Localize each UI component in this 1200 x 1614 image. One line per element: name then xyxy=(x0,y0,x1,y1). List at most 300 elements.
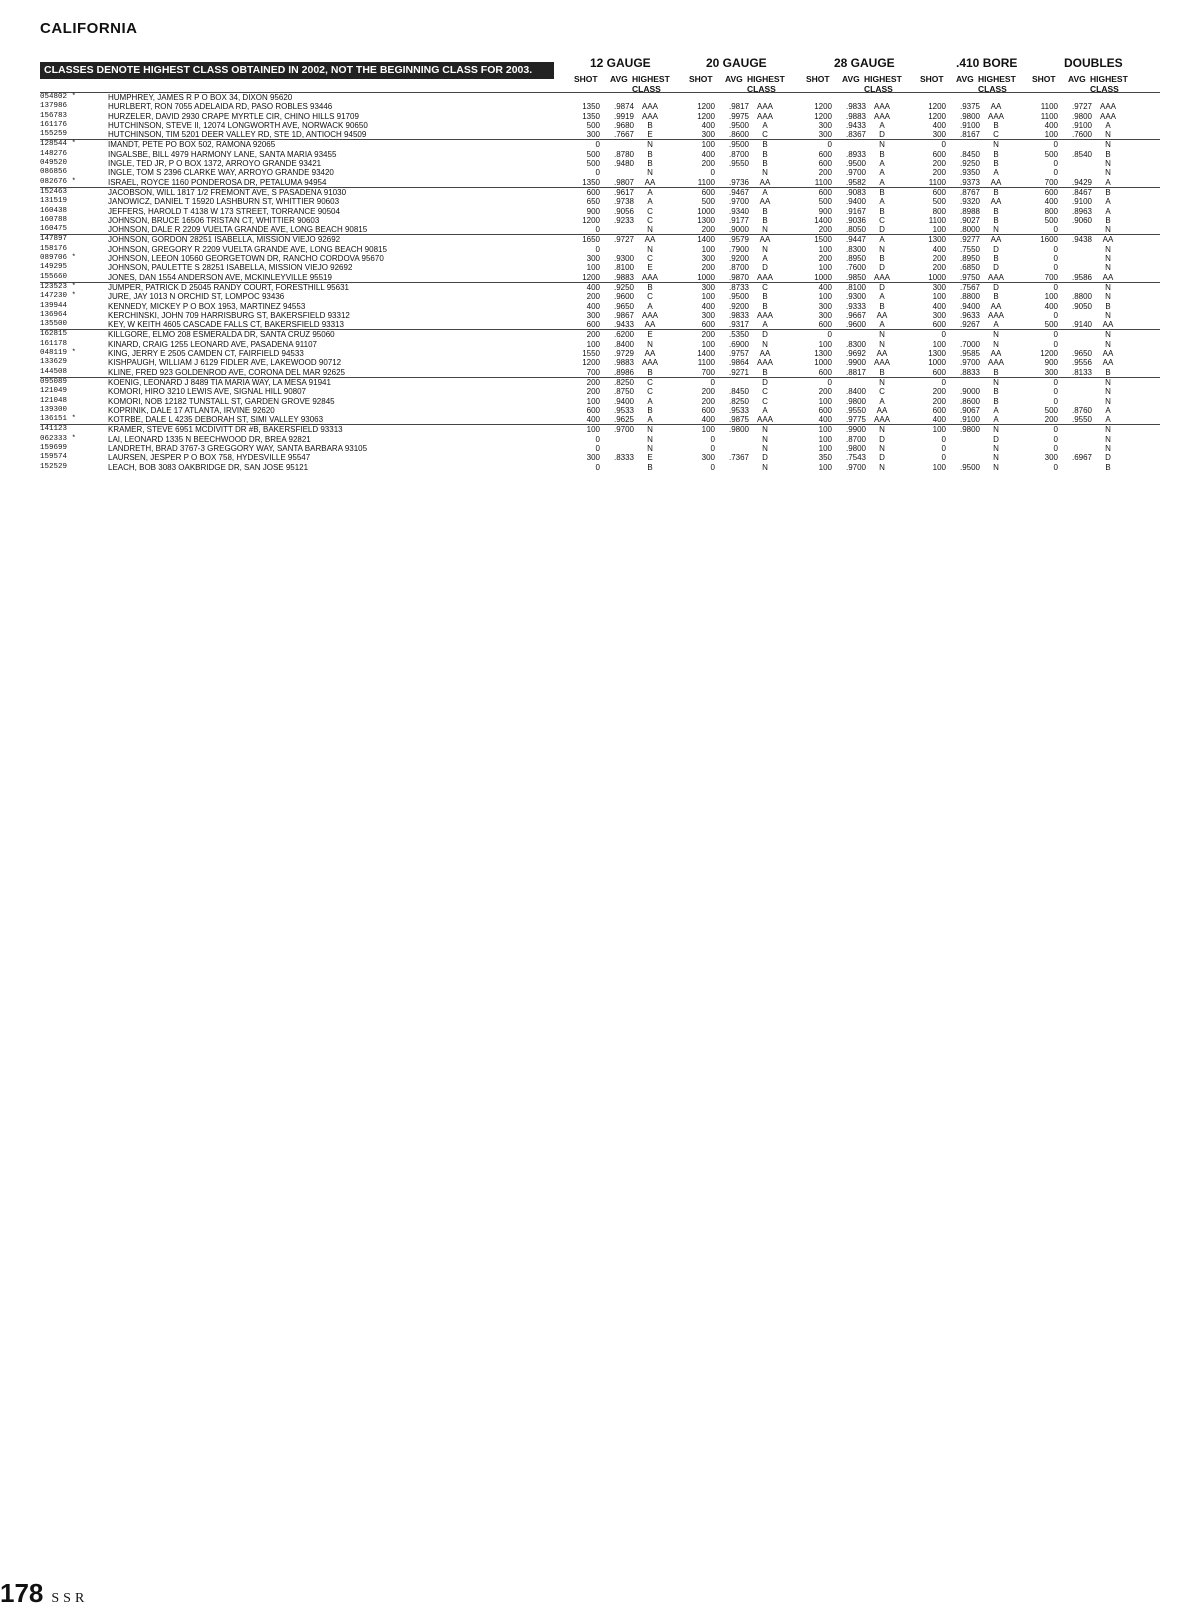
shot-12ga: 700 xyxy=(586,367,600,377)
member-name-address: JACOBSON, WILL 1817 1/2 FREMONT AVE, S PASADENA 91030 xyxy=(108,187,347,197)
shot-doubles: 0 xyxy=(1053,387,1058,397)
shooter-row xyxy=(40,140,1160,149)
avg-28ga: .9850 xyxy=(845,272,866,282)
member-id: 086856 xyxy=(40,168,68,177)
avg-20ga: .9579 xyxy=(728,235,749,245)
shot-doubles: 0 xyxy=(1053,263,1058,273)
avg-20ga: .8450 xyxy=(728,387,749,397)
class-20ga: B xyxy=(762,367,768,377)
member-id: 137986 xyxy=(40,102,68,111)
member-name-address: KERCHINSKI, JOHN 709 HARRISBURG ST, BAKERSFIELD 93312 xyxy=(108,310,350,320)
avg-28ga: .9900 xyxy=(845,425,866,435)
shot-20ga: 1200 xyxy=(697,102,715,112)
class-12ga: A xyxy=(647,197,653,207)
class-28ga: A xyxy=(879,396,885,406)
shot-doubles: 0 xyxy=(1053,225,1058,235)
shooter-row xyxy=(40,263,1160,272)
shot-12ga: 100 xyxy=(586,339,600,349)
avg-20ga: .9736 xyxy=(728,177,749,187)
shot-28ga: 0 xyxy=(827,330,832,340)
class-20ga: AA xyxy=(759,177,771,187)
avg-12ga: .8750 xyxy=(613,387,634,397)
shot-12ga: 200 xyxy=(586,292,600,302)
avg-410: .9633 xyxy=(959,310,980,320)
member-name-address: KING, JERRY E 2505 CAMDEN CT, FAIRFIELD 94533 xyxy=(108,349,304,359)
shooter-row xyxy=(40,130,1160,139)
shot-12ga: 1200 xyxy=(582,272,600,282)
class-28ga: AAA xyxy=(873,358,890,368)
avg-28ga: .9900 xyxy=(845,358,866,368)
shooter-row xyxy=(40,216,1160,225)
col-header-class: HIGHEST CLASS xyxy=(1090,74,1128,94)
col-header-avg: AVG xyxy=(725,74,743,84)
class-12ga: N xyxy=(647,434,653,444)
shot-doubles: 0 xyxy=(1053,330,1058,340)
avg-28ga: .9692 xyxy=(845,349,866,359)
avg-28ga: .8400 xyxy=(845,387,866,397)
avg-doubles: .9100 xyxy=(1071,197,1092,207)
shot-doubles: 200 xyxy=(1044,415,1058,425)
class-12ga: E xyxy=(647,453,653,463)
class-28ga: AAA xyxy=(873,272,890,282)
class-410: AA xyxy=(990,301,1002,311)
avg-410: .9320 xyxy=(959,197,980,207)
class-410: N xyxy=(993,377,999,387)
page-footer xyxy=(0,1578,88,1609)
col-header-avg: AVG xyxy=(842,74,860,84)
class-28ga: N xyxy=(879,244,885,254)
class-20ga: N xyxy=(762,244,768,254)
class-28ga: C xyxy=(879,387,885,397)
shooter-row xyxy=(40,330,1160,339)
class-doubles: N xyxy=(1105,130,1111,140)
avg-410: .8833 xyxy=(959,367,980,377)
shot-doubles: 500 xyxy=(1044,215,1058,225)
shooter-row xyxy=(40,235,1160,244)
member-id: 158176 xyxy=(40,244,68,253)
avg-410: .8950 xyxy=(959,254,980,264)
shooter-row xyxy=(40,168,1160,177)
shot-12ga: 600 xyxy=(586,187,600,197)
shot-410: 1100 xyxy=(928,177,946,187)
shot-410: 600 xyxy=(932,367,946,377)
member-name-address: LAURSEN, JESPER P O BOX 758, HYDESVILLE 95547 xyxy=(108,453,311,463)
class-20ga: AA xyxy=(759,197,771,207)
shot-20ga: 100 xyxy=(701,425,715,435)
avg-12ga: .8400 xyxy=(613,339,634,349)
avg-12ga: .9600 xyxy=(613,292,634,302)
class-doubles: N xyxy=(1105,425,1111,435)
class-12ga: C xyxy=(647,292,653,302)
shot-20ga: 0 xyxy=(710,443,715,453)
avg-410: .6850 xyxy=(959,263,980,273)
class-20ga: A xyxy=(762,254,768,264)
class-doubles: N xyxy=(1105,140,1111,150)
class-12ga: N xyxy=(647,168,653,178)
class-20ga: AAA xyxy=(756,358,773,368)
class-28ga: AAA xyxy=(873,415,890,425)
shot-12ga: 100 xyxy=(586,425,600,435)
class-12ga: B xyxy=(647,120,653,130)
class-410: D xyxy=(993,434,999,444)
shot-20ga: 300 xyxy=(701,254,715,264)
shot-20ga: 600 xyxy=(701,405,715,415)
shot-doubles: 900 xyxy=(1044,358,1058,368)
shot-410: 1000 xyxy=(928,358,946,368)
avg-12ga: .9867 xyxy=(613,310,634,320)
shot-doubles: 0 xyxy=(1053,168,1058,178)
avg-doubles: .9550 xyxy=(1071,415,1092,425)
avg-28ga: .8367 xyxy=(845,130,866,140)
class-410: AA xyxy=(990,102,1002,112)
shot-410: 600 xyxy=(932,187,946,197)
avg-28ga: .8300 xyxy=(845,339,866,349)
class-28ga: A xyxy=(879,292,885,302)
avg-20ga: .9757 xyxy=(728,349,749,359)
shot-12ga: 400 xyxy=(586,415,600,425)
class-doubles: B xyxy=(1105,367,1111,377)
class-doubles: B xyxy=(1105,462,1111,472)
shot-28ga: 600 xyxy=(818,405,832,415)
avg-12ga: .9617 xyxy=(613,187,634,197)
avg-20ga: .6900 xyxy=(728,339,749,349)
class-410: B xyxy=(993,396,999,406)
avg-doubles: .9060 xyxy=(1071,215,1092,225)
avg-12ga: .9233 xyxy=(613,215,634,225)
shooter-row xyxy=(40,349,1160,358)
shooter-row xyxy=(40,245,1160,254)
class-410: N xyxy=(993,443,999,453)
shot-20ga: 100 xyxy=(701,292,715,302)
avg-doubles: .6967 xyxy=(1071,453,1092,463)
shot-20ga: 0 xyxy=(710,434,715,444)
shot-410: 300 xyxy=(932,130,946,140)
member-name-address: JOHNSON, GREGORY R 2209 VUELTA GRANDE AVE, LONG BEACH 90815 xyxy=(108,244,387,254)
class-12ga: A xyxy=(647,187,653,197)
shot-410: 600 xyxy=(932,320,946,330)
shot-12ga: 300 xyxy=(586,254,600,264)
class-410: B xyxy=(993,149,999,159)
class-28ga: D xyxy=(879,453,885,463)
avg-doubles: .9586 xyxy=(1071,272,1092,282)
avg-12ga: .9400 xyxy=(613,396,634,406)
class-doubles: B xyxy=(1105,301,1111,311)
shot-28ga: 100 xyxy=(818,292,832,302)
member-name-address: HUTCHINSON, TIM 5201 DEER VALLEY RD, STE 1D, ANTIOCH 94509 xyxy=(108,130,367,140)
shooter-group xyxy=(40,234,1160,281)
member-name-address: JOHNSON, LEEON 10560 GEORGETOWN DR, RANCHO CORDOVA 95670 xyxy=(108,254,384,264)
shot-12ga: 100 xyxy=(586,396,600,406)
shot-12ga: 1200 xyxy=(582,215,600,225)
shot-doubles: 0 xyxy=(1053,282,1058,292)
member-name-address: LANDRETH, BRAD 3767-3 GREGGORY WAY, SANTA BARBARA 93105 xyxy=(108,443,368,453)
avg-410: .9585 xyxy=(959,349,980,359)
member-id: 159699 xyxy=(40,443,68,452)
avg-12ga: .9680 xyxy=(613,120,634,130)
class-410: N xyxy=(993,462,999,472)
shot-20ga: 100 xyxy=(701,244,715,254)
class-doubles: B xyxy=(1105,187,1111,197)
class-28ga: A xyxy=(879,120,885,130)
avg-410: .7550 xyxy=(959,244,980,254)
class-28ga: N xyxy=(879,330,885,340)
avg-12ga: .9883 xyxy=(613,358,634,368)
avg-28ga: .9433 xyxy=(845,120,866,130)
class-410: B xyxy=(993,387,999,397)
class-410: N xyxy=(993,330,999,340)
shot-410: 200 xyxy=(932,254,946,264)
shot-20ga: 1100 xyxy=(697,358,715,368)
shot-20ga: 1100 xyxy=(697,177,715,187)
shooter-row xyxy=(40,150,1160,159)
class-28ga: A xyxy=(879,197,885,207)
shot-20ga: 400 xyxy=(701,149,715,159)
member-id: 135500 xyxy=(40,320,68,329)
shot-12ga: 500 xyxy=(586,120,600,130)
shot-410: 800 xyxy=(932,206,946,216)
shot-12ga: 1350 xyxy=(582,177,600,187)
member-id: 062333 * xyxy=(40,434,77,443)
shooter-row xyxy=(40,415,1160,424)
shooter-row xyxy=(40,254,1160,263)
avg-28ga: .9833 xyxy=(845,102,866,112)
class-doubles: N xyxy=(1105,434,1111,444)
shot-20ga: 400 xyxy=(701,301,715,311)
avg-410: .9000 xyxy=(959,387,980,397)
member-id: 136964 xyxy=(40,310,68,319)
avg-20ga: .5350 xyxy=(728,330,749,340)
shot-410: 400 xyxy=(932,120,946,130)
class-20ga: AAA xyxy=(756,102,773,112)
class-20ga: A xyxy=(762,187,768,197)
shooter-row xyxy=(40,311,1160,320)
shot-doubles: 0 xyxy=(1053,339,1058,349)
shot-doubles: 0 xyxy=(1053,254,1058,264)
avg-28ga: .9300 xyxy=(845,292,866,302)
shooter-row xyxy=(40,207,1160,216)
shot-28ga: 100 xyxy=(818,244,832,254)
shot-20ga: 1000 xyxy=(697,272,715,282)
shot-28ga: 600 xyxy=(818,367,832,377)
class-410: D xyxy=(993,282,999,292)
avg-410: .9027 xyxy=(959,215,980,225)
gauge-header-20: 20 GAUGE xyxy=(706,56,767,70)
shot-doubles: 400 xyxy=(1044,301,1058,311)
shot-doubles: 100 xyxy=(1044,130,1058,140)
class-410: A xyxy=(993,320,999,330)
class-20ga: C xyxy=(762,130,768,140)
shot-12ga: 0 xyxy=(595,462,600,472)
class-28ga: AAA xyxy=(873,102,890,112)
shot-410: 200 xyxy=(932,159,946,169)
shooter-row xyxy=(40,368,1160,377)
member-id: 152529 xyxy=(40,462,68,471)
shot-28ga: 0 xyxy=(827,377,832,387)
avg-doubles: .9100 xyxy=(1071,120,1092,130)
class-12ga: E xyxy=(647,130,653,140)
shooter-row xyxy=(40,435,1160,444)
member-name-address: KOTRBE, DALE L 4235 DEBORAH ST, SIMI VALLEY 93063 xyxy=(108,415,324,425)
class-410: B xyxy=(993,292,999,302)
class-12ga: B xyxy=(647,462,653,472)
class-20ga: B xyxy=(762,140,768,150)
col-header-shot: SHOT xyxy=(806,74,830,84)
member-name-address: LEACH, BOB 3083 OAKBRIDGE DR, SAN JOSE 95121 xyxy=(108,462,309,472)
member-name-address: INGALSBE, BILL 4979 HARMONY LANE, SANTA MARIA 93455 xyxy=(108,149,337,159)
shot-28ga: 600 xyxy=(818,187,832,197)
class-12ga: N xyxy=(647,339,653,349)
class-doubles: N xyxy=(1105,263,1111,273)
avg-28ga: .9582 xyxy=(845,177,866,187)
shot-410: 400 xyxy=(932,415,946,425)
class-410: B xyxy=(993,367,999,377)
class-410: AA xyxy=(990,177,1002,187)
class-20ga: N xyxy=(762,339,768,349)
avg-410: .9800 xyxy=(959,425,980,435)
gauge-header-12: 12 GAUGE xyxy=(590,56,651,70)
class-410: N xyxy=(993,425,999,435)
shot-12ga: 200 xyxy=(586,387,600,397)
shot-28ga: 600 xyxy=(818,159,832,169)
shooter-row xyxy=(40,188,1160,197)
avg-410: .8800 xyxy=(959,292,980,302)
shot-12ga: 300 xyxy=(586,130,600,140)
shooter-row xyxy=(40,273,1160,282)
shooter-row xyxy=(40,387,1160,396)
class-28ga: D xyxy=(879,225,885,235)
shot-28ga: 1100 xyxy=(814,177,832,187)
class-410: N xyxy=(993,140,999,150)
class-doubles: AA xyxy=(1102,349,1114,359)
gauge-header-doubles: DOUBLES xyxy=(1064,56,1123,70)
member-name-address: JURE, JAY 1013 N ORCHID ST, LOMPOC 93436 xyxy=(108,292,285,302)
class-12ga: C xyxy=(647,377,653,387)
avg-doubles: .8540 xyxy=(1071,149,1092,159)
avg-12ga: .8986 xyxy=(613,367,634,377)
member-name-address: JOHNSON, BRUCE 16506 TRISTAN CT, WHITTIER 90603 xyxy=(108,215,320,225)
shot-410: 100 xyxy=(932,339,946,349)
shot-20ga: 1400 xyxy=(697,349,715,359)
class-12ga: N xyxy=(647,225,653,235)
shot-410: 0 xyxy=(941,453,946,463)
shot-20ga: 200 xyxy=(701,387,715,397)
shot-12ga: 200 xyxy=(586,330,600,340)
class-28ga: D xyxy=(879,263,885,273)
shot-20ga: 0 xyxy=(710,462,715,472)
shot-410: 400 xyxy=(932,301,946,311)
class-20ga: N xyxy=(762,434,768,444)
shot-20ga: 700 xyxy=(701,367,715,377)
member-name-address: JOHNSON, DALE R 2209 VUELTA GRANDE AVE, LONG BEACH 90815 xyxy=(108,225,368,235)
shot-12ga: 0 xyxy=(595,140,600,150)
shot-doubles: 0 xyxy=(1053,434,1058,444)
member-name-address: JEFFERS, HAROLD T 4138 W 173 STREET, TORRANCE 90504 xyxy=(108,206,340,216)
class-12ga: AA xyxy=(644,320,656,330)
class-20ga: B xyxy=(762,292,768,302)
shot-12ga: 900 xyxy=(586,206,600,216)
avg-20ga: .9875 xyxy=(728,415,749,425)
avg-410: .8000 xyxy=(959,225,980,235)
shot-28ga: 200 xyxy=(818,254,832,264)
class-28ga: AA xyxy=(876,405,888,415)
shot-20ga: 1300 xyxy=(697,215,715,225)
avg-28ga: .9775 xyxy=(845,415,866,425)
member-name-address: KOMORI, HIRO 3210 LEWIS AVE, SIGNAL HILL 90807 xyxy=(108,387,307,397)
shot-20ga: 300 xyxy=(701,282,715,292)
class-20ga: C xyxy=(762,396,768,406)
shot-410: 100 xyxy=(932,225,946,235)
shooter-row xyxy=(40,425,1160,434)
class-28ga: A xyxy=(879,168,885,178)
shot-410: 200 xyxy=(932,387,946,397)
avg-410: .7567 xyxy=(959,282,980,292)
member-name-address: KOPRINIK, DALE 17 ATLANTA, IRVINE 92620 xyxy=(108,405,275,415)
shot-doubles: 0 xyxy=(1053,244,1058,254)
member-id: 082676 * xyxy=(40,177,77,186)
shot-410: 100 xyxy=(932,292,946,302)
class-20ga: B xyxy=(762,301,768,311)
avg-doubles: .8133 xyxy=(1071,367,1092,377)
member-name-address: HURLBERT, RON 7055 ADELAIDA RD, PASO ROBLES 93446 xyxy=(108,102,333,112)
avg-doubles: .7600 xyxy=(1071,130,1092,140)
class-20ga: AAA xyxy=(756,111,773,121)
class-28ga: AA xyxy=(876,349,888,359)
shot-410: 1100 xyxy=(928,215,946,225)
state-heading: CALIFORNIA xyxy=(40,20,138,37)
shot-410: 200 xyxy=(932,168,946,178)
avg-doubles: .8760 xyxy=(1071,405,1092,415)
avg-28ga: .9800 xyxy=(845,396,866,406)
shooter-group xyxy=(40,377,1160,424)
shot-410: 0 xyxy=(941,377,946,387)
member-id: 121048 xyxy=(40,396,68,405)
shot-28ga: 0 xyxy=(827,140,832,150)
class-410: AA xyxy=(990,197,1002,207)
avg-20ga: .9800 xyxy=(728,425,749,435)
avg-20ga: .9817 xyxy=(728,102,749,112)
avg-410: .9350 xyxy=(959,168,980,178)
shooter-list xyxy=(40,92,1160,472)
class-12ga: AAA xyxy=(641,272,658,282)
col-header-avg: AVG xyxy=(956,74,974,84)
shot-28ga: 300 xyxy=(818,301,832,311)
avg-12ga: .9807 xyxy=(613,177,634,187)
avg-20ga: .9864 xyxy=(728,358,749,368)
class-410: D xyxy=(993,244,999,254)
shot-28ga: 900 xyxy=(818,206,832,216)
shot-410: 1200 xyxy=(928,111,946,121)
avg-20ga: .7900 xyxy=(728,244,749,254)
shot-28ga: 1500 xyxy=(814,235,832,245)
avg-410: .9373 xyxy=(959,177,980,187)
member-name-address: JANOWICZ, DANIEL T 15920 LASHBURN ST, WHITTIER 90603 xyxy=(108,197,340,207)
avg-12ga: .9727 xyxy=(613,235,634,245)
class-12ga: B xyxy=(647,149,653,159)
class-28ga: N xyxy=(879,339,885,349)
avg-12ga: .6200 xyxy=(613,330,634,340)
class-doubles: AA xyxy=(1102,235,1114,245)
member-id: 123523 * xyxy=(40,282,77,291)
shooter-row xyxy=(40,225,1160,234)
avg-20ga: .9317 xyxy=(728,320,749,330)
shot-28ga: 200 xyxy=(818,225,832,235)
class-12ga: B xyxy=(647,282,653,292)
class-12ga: AA xyxy=(644,177,656,187)
shot-410: 0 xyxy=(941,330,946,340)
col-header-class: HIGHEST CLASS xyxy=(747,74,785,94)
shot-doubles: 400 xyxy=(1044,120,1058,130)
avg-12ga: .8100 xyxy=(613,263,634,273)
